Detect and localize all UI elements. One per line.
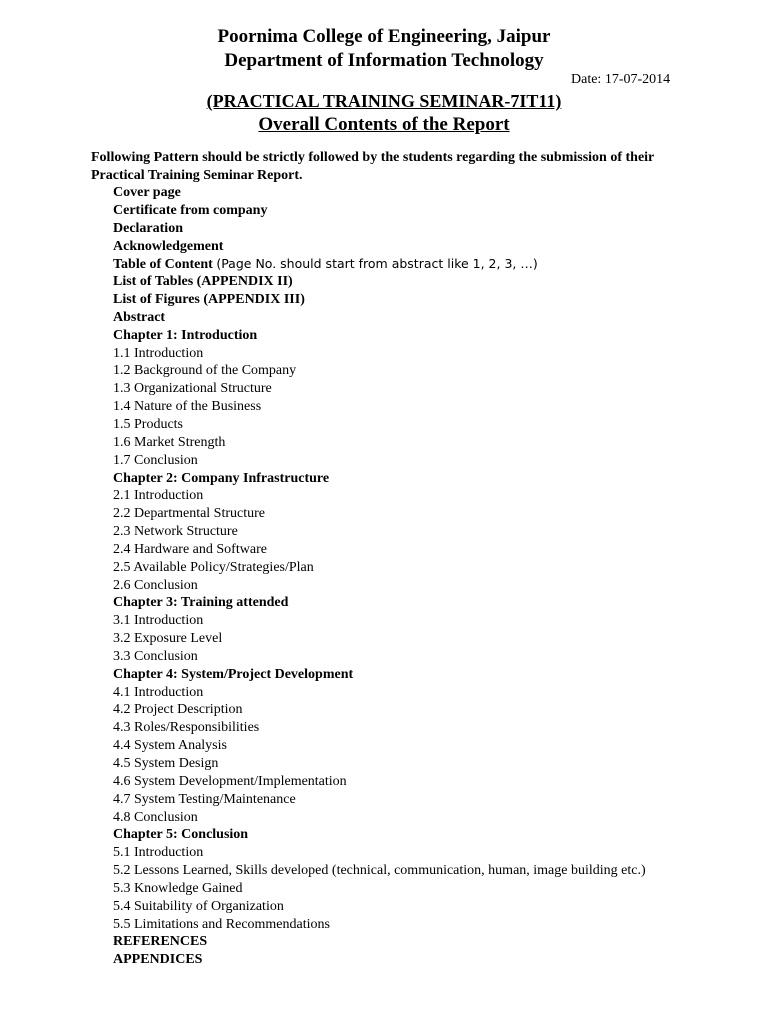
college-name: Poornima College of Engineering, Jaipur bbox=[217, 26, 551, 47]
toc-label: Table of Content bbox=[113, 257, 213, 273]
chapter-3-heading: Chapter 3: Training attended bbox=[113, 595, 289, 611]
list-item: 5.5 Limitations and Recommendations bbox=[113, 916, 330, 932]
list-item-cover-page: Cover page bbox=[113, 185, 181, 200]
references-heading: REFERENCES bbox=[113, 934, 208, 950]
department-name: Department of Information Technology bbox=[224, 50, 544, 71]
chapter-2-heading: Chapter 2: Company Infrastructure bbox=[113, 470, 330, 486]
list-item-declaration: Declaration bbox=[113, 220, 183, 236]
list-item: 1.4 Nature of the Business bbox=[113, 399, 262, 415]
list-item: 1.5 Products bbox=[113, 416, 183, 432]
list-item: 5.3 Knowledge Gained bbox=[113, 880, 243, 896]
list-item-list-of-tables: List of Tables (APPENDIX II) bbox=[113, 274, 293, 290]
list-item: 3.1 Introduction bbox=[113, 613, 204, 629]
list-item: 4.6 System Development/Implementation bbox=[113, 773, 347, 789]
chapter-1-heading: Chapter 1: Introduction bbox=[113, 327, 258, 343]
list-item: 5.1 Introduction bbox=[113, 845, 204, 861]
toc-note: (Page No. should start from abstract like 1, 2, 3, …) bbox=[216, 256, 538, 272]
list-item: 4.5 System Design bbox=[113, 756, 219, 771]
list-item: 4.3 Roles/Responsibilities bbox=[113, 720, 260, 736]
appendices-heading: APPENDICES bbox=[113, 952, 203, 968]
list-item: 1.1 Introduction bbox=[113, 345, 204, 361]
list-item: 3.2 Exposure Level bbox=[113, 631, 223, 647]
list-item-acknowledgement: Acknowledgement bbox=[113, 238, 224, 254]
list-item: 2.4 Hardware and Software bbox=[113, 541, 267, 557]
list-item-list-of-figures: List of Figures (APPENDIX III) bbox=[113, 292, 305, 308]
contents-list bbox=[113, 184, 693, 969]
list-item: 2.5 Available Policy/Strategies/Plan bbox=[113, 559, 314, 575]
list-item-table-of-content bbox=[113, 255, 693, 273]
list-item: 4.7 System Testing/Maintenance bbox=[113, 791, 296, 807]
list-item: 1.2 Background of the Company bbox=[113, 363, 297, 379]
chapter-4-heading: Chapter 4: System/Project Development bbox=[113, 666, 354, 682]
list-item: 5.2 Lessons Learned, Skills developed (technical, communication, human, image building etc.) bbox=[113, 863, 646, 879]
document-date: Date: 17-07-2014 bbox=[571, 72, 671, 87]
list-item: 2.2 Departmental Structure bbox=[113, 506, 266, 522]
list-item: 1.6 Market Strength bbox=[113, 434, 226, 450]
list-item: 4.1 Introduction bbox=[113, 684, 204, 700]
list-item: 4.8 Conclusion bbox=[113, 809, 198, 825]
list-item-certificate: Certificate from company bbox=[113, 202, 268, 218]
list-item: 4.2 Project Description bbox=[113, 702, 243, 718]
list-item: 5.4 Suitability of Organization bbox=[113, 898, 284, 914]
list-item: 1.7 Conclusion bbox=[113, 452, 198, 468]
seminar-title: (PRACTICAL TRAINING SEMINAR-7IT11) bbox=[206, 91, 562, 111]
page-title: Overall Contents of the Report bbox=[258, 114, 510, 135]
chapter-5-heading: Chapter 5: Conclusion bbox=[113, 827, 249, 843]
list-item-abstract: Abstract bbox=[113, 309, 166, 325]
list-item: 3.3 Conclusion bbox=[113, 648, 198, 664]
instructions-paragraph: Following Pattern should be strictly followed by the students regarding the submission of their Practical Training Seminar Report. bbox=[91, 150, 655, 183]
list-item: 1.3 Organizational Structure bbox=[113, 381, 272, 397]
list-item: 2.3 Network Structure bbox=[113, 524, 238, 540]
list-item: 2.6 Conclusion bbox=[113, 577, 198, 593]
list-item: 4.4 System Analysis bbox=[113, 738, 227, 754]
list-item: 2.1 Introduction bbox=[113, 488, 204, 504]
